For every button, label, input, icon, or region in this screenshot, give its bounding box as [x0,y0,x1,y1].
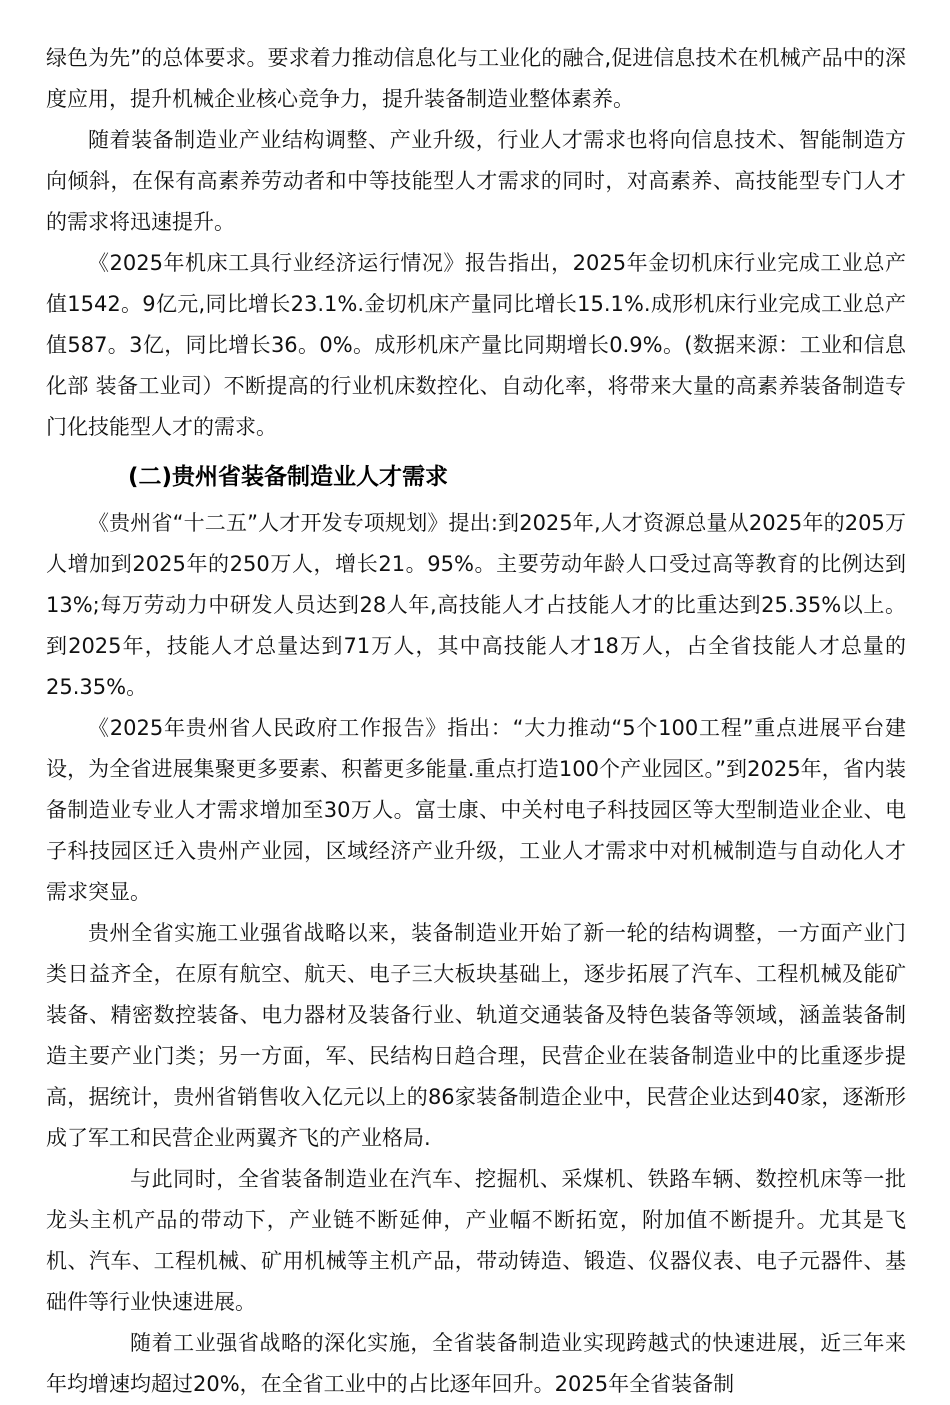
section-heading: (二)贵州省装备制造业人才需求 [128,464,449,490]
paragraph-talent-demand-trend: 随着装备制造业产业结构调整、产业升级，行业人才需求也将向信息技术、智能制造方向倾斜，在保有高素养劳动者和中等技能型人才需求的同时，对高素养、高技能型专门人才的需求将迅速提升。 [46,128,906,234]
paragraph-talent-plan: 《贵州省“十二五”人才开发专项规划》提出:到2025年,人才资源总量从2025年的205万人增加到2025年的250万人，增长21。95%。主要劳动年龄人口受过高等教育的比例达到13%;每万劳动力中研发人员达到28人年,高技能人才占技能人才的比重达到25.35%以上。到2025年，技能人才总量达到71万人，其中高技能人才18万人，占全省技能人才总量的25.35%。 [46,511,906,699]
document-page [46,38,906,1405]
paragraph-industrial-strategy: 贵州全省实施工业强省战略以来，装备制造业开始了新一轮的结构调整，一方面产业门类日益齐全，在原有航空、航天、电子三大板块基础上，逐步拓展了汽车、工程机械及能矿装备、精密数控装备、电力器材及装备行业、轨道交通装备及特色装备等领域，涵盖装备制造主要产业门类；另一方面，军、民结构日趋合理，民营企业在装备制造业中的比重逐步提高，据统计，贵州省销售收入亿元以上的86家装备制造企业中，民营企业达到40家，逐渐形成了军工和民营企业两翼齐飞的产业格局. [46,921,906,1150]
paragraph-continuation: 绿色为先”的总体要求。要求着力推动信息化与工业化的融合,促进信息技术在机械产品中的深度应用，提升机械企业核心竞争力，提升装备制造业整体素养。 [46,46,906,111]
paragraph-industry-chain: 与此同时，全省装备制造业在汽车、挖掘机、采煤机、铁路车辆、数控机床等一批龙头主机产品的带动下，产业链不断延伸，产业幅不断拓宽，附加值不断提升。尤其是飞机、汽车、工程机械、矿用机械等主机产品，带动铸造、锻造、仪器仪表、电子元器件、基础件等行业快速进展。 [46,1167,906,1314]
paragraph-growth: 随着工业强省战略的深化实施，全省装备制造业实现跨越式的快速进展，近三年来年均增速均超过20%，在全省工业中的占比逐年回升。2025年全省装备制 [46,1331,906,1396]
paragraph-machine-tool-report: 《2025年机床工具行业经济运行情况》报告指出，2025年金切机床行业完成工业总产值1542。9亿元,同比增长23.1%.金切机床产量同比增长15.1%.成形机床行业完成工业总产值587。3亿，同比增长36。0%。成形机床产量比同期增长0.9%。(数据来源：工业和信息化部 装备工业司）不断提高的行业机床数控化、自动化率，将带来大量的高素养装备制造专门化技能型人才的需求。 [46,251,906,439]
paragraph-government-report: 《2025年贵州省人民政府工作报告》指出：“大力推动“5个100工程”重点进展平台建设，为全省进展集聚更多要素、积蓄更多能量.重点打造100个产业园区。”到2025年，省内装备制造业专业人才需求增加至30万人。富士康、中关村电子科技园区等大型制造业企业、电子科技园区迁入贵州产业园，区域经济产业升级，工业人才需求中对机械制造与自动化人才需求突显。 [46,716,906,904]
